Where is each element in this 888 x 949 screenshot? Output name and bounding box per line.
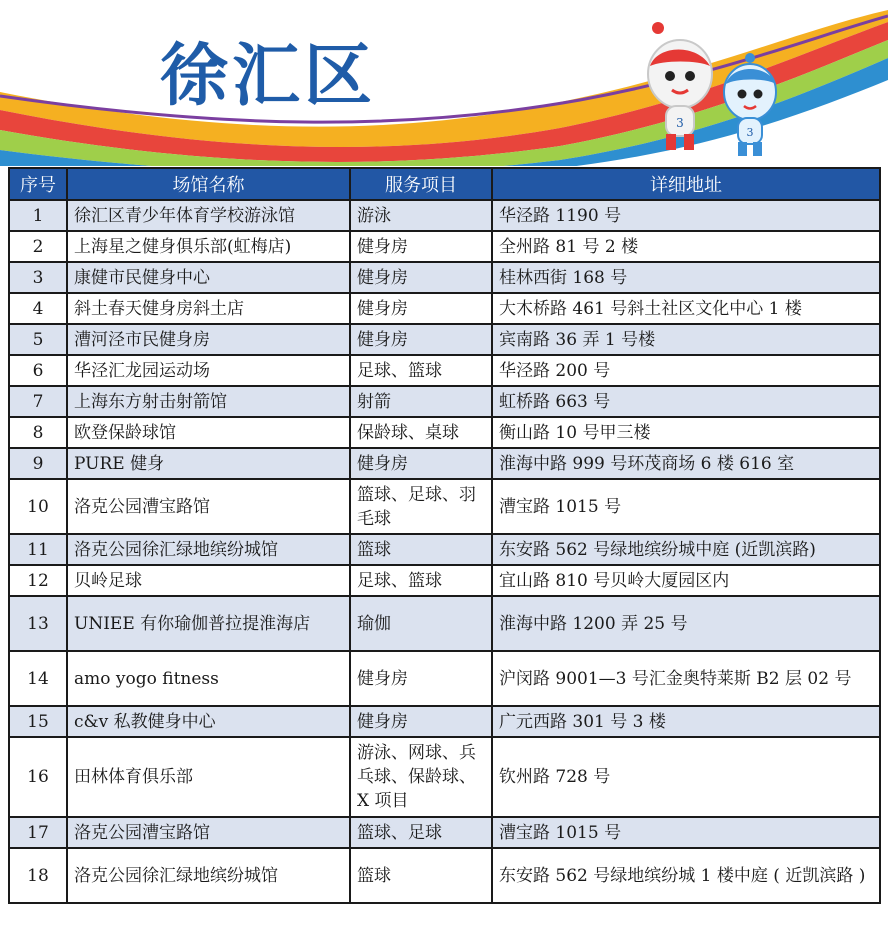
- table-row: [9, 737, 880, 817]
- venue-name: 斜土春天健身房斜土店: [67, 293, 350, 324]
- table-row: [9, 848, 880, 903]
- venue-name: 华泾汇龙园运动场: [67, 355, 350, 386]
- table-row: [9, 355, 880, 386]
- venue-name: 上海东方射击射箭馆: [67, 386, 350, 417]
- header-venue-name: 场馆名称: [67, 168, 350, 200]
- row-number: 14: [9, 651, 67, 706]
- service-items: 健身房: [350, 448, 492, 479]
- venue-name: UNIEE 有你瑜伽普拉提淮海店: [67, 596, 350, 651]
- table-row: [9, 324, 880, 355]
- venue-name: 上海星之健身俱乐部(虹梅店): [67, 231, 350, 262]
- service-items: 足球、篮球: [350, 355, 492, 386]
- venue-name: 洛克公园徐汇绿地缤纷城馆: [67, 848, 350, 903]
- service-items: 健身房: [350, 231, 492, 262]
- service-items: 篮球、足球、羽毛球: [350, 479, 492, 534]
- row-number: 3: [9, 262, 67, 293]
- row-number: 16: [9, 737, 67, 817]
- service-items: 篮球、足球: [350, 817, 492, 848]
- venue-address: 东安路 562 号绿地缤纷城 1 楼中庭 ( 近凯滨路 ): [492, 848, 880, 903]
- venue-name: amo yogo fitness: [67, 651, 350, 706]
- row-number: 10: [9, 479, 67, 534]
- venue-address: 大木桥路 461 号斜土社区文化中心 1 楼: [492, 293, 880, 324]
- table-row: [9, 262, 880, 293]
- svg-text:3: 3: [676, 116, 684, 130]
- service-items: 游泳: [350, 200, 492, 231]
- venue-name: 洛克公园漕宝路馆: [67, 817, 350, 848]
- venue-address: 桂林西街 168 号: [492, 262, 880, 293]
- venue-address: 华泾路 1190 号: [492, 200, 880, 231]
- venue-address: 钦州路 728 号: [492, 737, 880, 817]
- venue-name: PURE 健身: [67, 448, 350, 479]
- venue-address: 全州路 81 号 2 楼: [492, 231, 880, 262]
- row-number: 18: [9, 848, 67, 903]
- venue-address: 淮海中路 999 号环茂商场 6 楼 616 室: [492, 448, 880, 479]
- venue-name: 康健市民健身中心: [67, 262, 350, 293]
- table-row: [9, 200, 880, 231]
- table-row: [9, 417, 880, 448]
- service-items: 健身房: [350, 651, 492, 706]
- row-number: 12: [9, 565, 67, 596]
- venue-address: 宾南路 36 弄 1 号楼: [492, 324, 880, 355]
- table-row: [9, 448, 880, 479]
- row-number: 15: [9, 706, 67, 737]
- venue-name: 田林体育俱乐部: [67, 737, 350, 817]
- table-row: [9, 651, 880, 706]
- header-banner: [0, 0, 888, 166]
- venue-address: 漕宝路 1015 号: [492, 817, 880, 848]
- header-no: 序号: [9, 168, 67, 200]
- table-row: [9, 817, 880, 848]
- row-number: 8: [9, 417, 67, 448]
- row-number: 7: [9, 386, 67, 417]
- service-items: 篮球: [350, 534, 492, 565]
- service-items: 健身房: [350, 324, 492, 355]
- row-number: 9: [9, 448, 67, 479]
- venue-address: 广元西路 301 号 3 楼: [492, 706, 880, 737]
- venue-address: 华泾路 200 号: [492, 355, 880, 386]
- venue-address: 虹桥路 663 号: [492, 386, 880, 417]
- service-items: 足球、篮球: [350, 565, 492, 596]
- service-items: 游泳、网球、兵乓球、保龄球、X 项目: [350, 737, 492, 817]
- page-title: 徐汇区: [160, 37, 377, 116]
- venue-name: 洛克公园徐汇绿地缤纷城馆: [67, 534, 350, 565]
- service-items: 健身房: [350, 293, 492, 324]
- venue-table: [8, 167, 881, 904]
- table-row: [9, 534, 880, 565]
- table-row: [9, 386, 880, 417]
- venue-name: 欧登保龄球馆: [67, 417, 350, 448]
- row-number: 6: [9, 355, 67, 386]
- table-body: [9, 200, 880, 903]
- row-number: 1: [9, 200, 67, 231]
- venue-name: 洛克公园漕宝路馆: [67, 479, 350, 534]
- venue-address: 漕宝路 1015 号: [492, 479, 880, 534]
- service-items: 瑜伽: [350, 596, 492, 651]
- header-service: 服务项目: [350, 168, 492, 200]
- row-number: 13: [9, 596, 67, 651]
- row-number: 11: [9, 534, 67, 565]
- venue-name: 徐汇区青少年体育学校游泳馆: [67, 200, 350, 231]
- venue-name: 贝岭足球: [67, 565, 350, 596]
- table-row: [9, 706, 880, 737]
- svg-text:3: 3: [746, 126, 754, 139]
- venue-address: 沪闵路 9001—3 号汇金奥特莱斯 B2 层 02 号: [492, 651, 880, 706]
- row-number: 5: [9, 324, 67, 355]
- venue-address: 衡山路 10 号甲三楼: [492, 417, 880, 448]
- service-items: 篮球: [350, 848, 492, 903]
- service-items: 健身房: [350, 262, 492, 293]
- row-number: 4: [9, 293, 67, 324]
- table-row: [9, 565, 880, 596]
- venue-address: 淮海中路 1200 弄 25 号: [492, 596, 880, 651]
- table-row: [9, 293, 880, 324]
- venue-address: 东安路 562 号绿地缤纷城中庭 (近凯滨路): [492, 534, 880, 565]
- venue-address: 宜山路 810 号贝岭大厦园区内: [492, 565, 880, 596]
- service-items: 保龄球、桌球: [350, 417, 492, 448]
- table-row: [9, 231, 880, 262]
- service-items: 射箭: [350, 386, 492, 417]
- table-row: [9, 596, 880, 651]
- venue-name: 漕河泾市民健身房: [67, 324, 350, 355]
- mascot-illustration: [628, 14, 798, 164]
- row-number: 2: [9, 231, 67, 262]
- row-number: 17: [9, 817, 67, 848]
- table-header: [9, 168, 880, 200]
- header-address: 详细地址: [492, 168, 880, 200]
- table-row: [9, 479, 880, 534]
- venue-name: c&v 私教健身中心: [67, 706, 350, 737]
- service-items: 健身房: [350, 706, 492, 737]
